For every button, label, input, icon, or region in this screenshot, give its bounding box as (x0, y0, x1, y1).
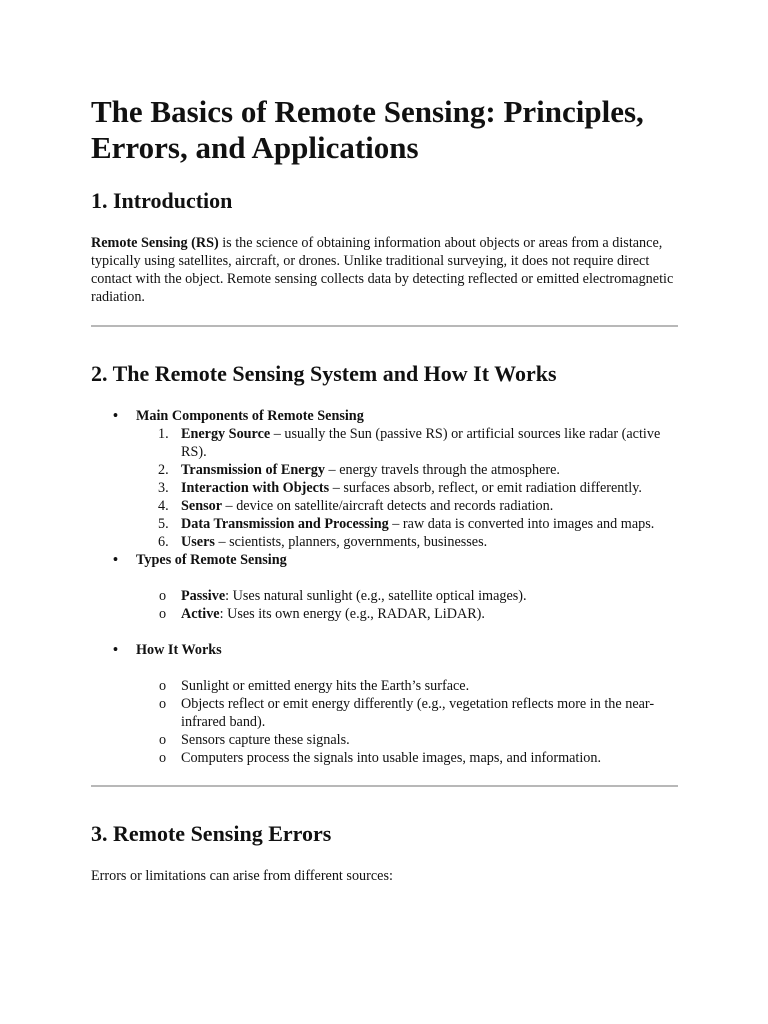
list-item-components (91, 407, 678, 551)
item-text: Sunlight or emitted energy hits the Earth’s surface. (181, 678, 470, 694)
item-desc: – device on satellite/aircraft detects and records radiation. (222, 498, 554, 514)
circle-bullet: o (159, 696, 167, 712)
item-text: Sensors capture these signals. (181, 732, 350, 748)
intro-term: Remote Sensing (RS) (91, 235, 219, 251)
bullet-marker: • (113, 552, 118, 568)
item-term: Transmission of Energy (181, 462, 325, 478)
list-item (136, 695, 678, 731)
item-text: Objects reflect or emit energy differently (e.g., vegetation reflects more in the near-infrared band). (181, 696, 655, 730)
components-label: Main Components of Remote Sensing (136, 408, 364, 424)
list-item (136, 497, 678, 515)
intro-text: is the science of obtaining information about objects or areas from a distance, typically using satellites, aircraft, or drones. Unlike traditional surveying, it does not require direct contact with the object. Remote sensing collects data by detecting reflected or emitted electromagnetic radiation. (91, 235, 674, 305)
list-item (136, 461, 678, 479)
item-term: Sensor (181, 498, 222, 514)
intro-paragraph (91, 234, 678, 306)
list-item (136, 425, 678, 461)
section-heading-introduction: 1. Introduction (91, 188, 233, 213)
item-term: Active (181, 606, 220, 622)
how-it-works-label: How It Works (136, 642, 222, 658)
item-desc: – surfaces absorb, reflect, or emit radiation differently. (329, 480, 642, 496)
document-title: The Basics of Remote Sensing: Principles, Errors, and Applications (91, 94, 644, 165)
item-number: 5. (158, 516, 169, 532)
list-item-how-it-works (91, 641, 678, 767)
item-number: 3. (158, 480, 169, 496)
item-desc: – usually the Sun (passive RS) or artificial sources like radar (active RS). (181, 426, 661, 460)
list-item (136, 605, 678, 623)
section-heading-errors: 3. Remote Sensing Errors (91, 821, 332, 846)
errors-intro-paragraph: Errors or limitations can arise from different sources: (91, 868, 393, 884)
item-text: Computers process the signals into usable images, maps, and information. (181, 750, 602, 766)
list-item-types (91, 551, 678, 623)
item-number: 2. (158, 462, 169, 478)
circle-bullet: o (159, 588, 167, 604)
circle-bullet: o (159, 732, 167, 748)
item-number: 1. (158, 426, 169, 442)
item-desc: – energy travels through the atmosphere. (325, 462, 560, 478)
bullet-marker: • (113, 408, 118, 424)
list-item (136, 515, 678, 533)
item-desc: – scientists, planners, governments, businesses. (214, 534, 488, 550)
list-item (136, 533, 678, 551)
circle-bullet: o (159, 750, 167, 766)
item-term: Users (181, 534, 215, 550)
section-divider (91, 785, 678, 787)
item-term: Energy Source (181, 426, 271, 442)
types-list (136, 587, 678, 623)
item-desc: : Uses its own energy (e.g., RADAR, LiDAR). (219, 606, 485, 622)
types-label: Types of Remote Sensing (136, 552, 287, 568)
list-item (136, 479, 678, 497)
item-number: 4. (158, 498, 169, 514)
how-it-works-list (136, 677, 678, 767)
list-item (136, 749, 678, 767)
section-heading-system: 2. The Remote Sensing System and How It Works (91, 361, 557, 386)
circle-bullet: o (159, 606, 167, 622)
item-desc: – raw data is converted into images and maps. (388, 516, 655, 532)
components-list (136, 425, 678, 551)
item-term: Interaction with Objects (181, 480, 330, 496)
list-item (136, 677, 678, 695)
section-divider (91, 325, 678, 327)
item-number: 6. (158, 534, 169, 550)
item-term: Data Transmission and Processing (181, 516, 389, 532)
list-item (136, 587, 678, 605)
bullet-marker: • (113, 642, 118, 658)
item-term: Passive (181, 588, 226, 604)
circle-bullet: o (159, 678, 167, 694)
list-item (136, 731, 678, 749)
item-desc: : Uses natural sunlight (e.g., satellite optical images). (225, 588, 527, 604)
system-topics-list (91, 407, 678, 767)
